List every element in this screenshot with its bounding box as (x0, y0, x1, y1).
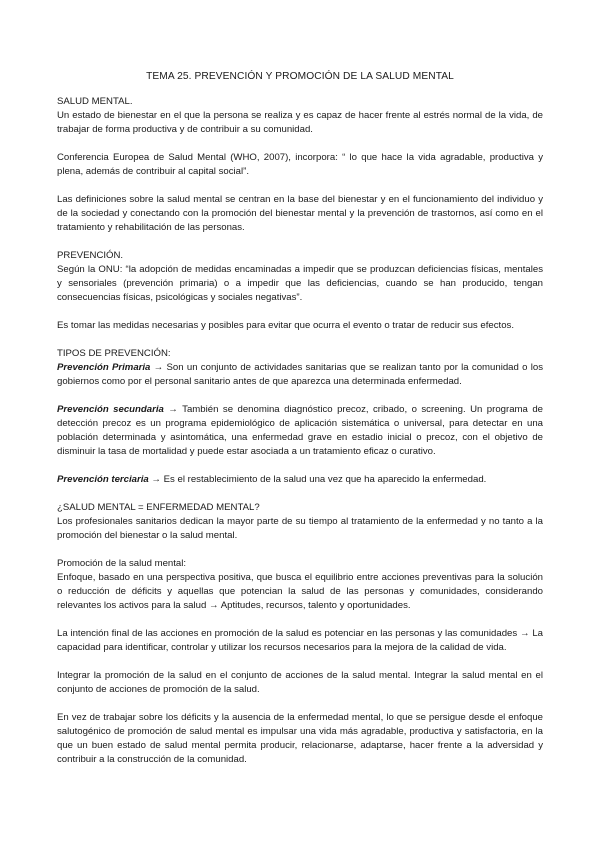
paragraph-text: Enfoque, basado en una perspectiva positiva, que busca el equilibrio entre acciones preventivas para la solución o reducción de déficits y aquellas que potencian la salud de las personas y comunidades, considerando relevantes los activos para la salud → Aptitudes, recursos, talento y oportunidades. (57, 572, 543, 611)
term-label: Prevención secundaria (57, 404, 164, 415)
term-label: Prevención terciaria (57, 474, 149, 485)
tomar-paragraph: Es tomar las medidas necesarias y posibles para evitar que ocurra el evento o tratar de reducir sus efectos. (57, 320, 514, 331)
section-heading: SALUD MENTAL. (57, 96, 133, 107)
section-heading: TIPOS DE PREVENCIÓN: (57, 348, 171, 359)
paragraph-text: Los profesionales sanitarios dedican la mayor parte de su tiempo al tratamiento de la enfermedad y no tanto a la promoción del bienestar o la salud mental. (57, 516, 543, 541)
integrar-paragraph: Integrar la promoción de la salud en el conjunto de acciones de la salud mental. Integrar la salud mental en el conjunto de acciones de promoción de la salud. (57, 670, 543, 695)
paragraph-text: Según la ONU: “la adopción de medidas encaminadas a impedir que se produzcan deficiencias físicas, mentales y sensoriales (prevención primaria) o a impedir que las deficiencias, cuando se han producido, tengan consecuencias físicas, psicológicas y sociales negativas”. (57, 264, 543, 303)
secundaria-paragraph (57, 403, 543, 459)
paragraph-text: → Son un conjunto de actividades sanitarias que se realizan tanto por la comunidad o los gobiernos como por el personal sanitario antes de que aparezca una determinada enfermedad. (57, 362, 543, 387)
conferencia-paragraph: Conferencia Europea de Salud Mental (WHO, 2007), incorpora: “ lo que hace la vida agradable, productiva y plena, además de contribuir al capital social”. (57, 152, 543, 177)
section-heading: Promoción de la salud mental: (57, 558, 187, 569)
tipos-primaria-section (57, 347, 543, 389)
intencion-paragraph: La intención final de las acciones en promoción de la salud es potenciar en las personas y las comunidades → La capacidad para identificar, controlar y utilizar los recursos necesarios para la mejora de la calidad de vida. (57, 628, 543, 653)
en-vez-paragraph: En vez de trabajar sobre los déficits y la ausencia de la enfermedad mental, lo que se persigue desde el enfoque salutogénico de promoción de salud mental es impulsar una vida más agradable, productiva y satisfactoria, en la que un buen estado de salud mental permita producir, relacionarse, adaptarse, hacer frente a la adversidad y contribuir a la construcción de la comunidad. (57, 712, 543, 765)
term-label: Prevención Primaria (57, 362, 151, 373)
section-heading: ¿SALUD MENTAL = ENFERMEDAD MENTAL? (57, 502, 260, 513)
prevencion-section (57, 249, 543, 305)
paragraph-text: Un estado de bienestar en el que la persona se realiza y es capaz de hacer frente al estrés normal de la vida, de trabajar de forma productiva y de contribuir a su comunidad. (57, 110, 543, 135)
terciaria-paragraph (57, 473, 543, 487)
pregunta-section (57, 501, 543, 543)
promocion-section (57, 557, 543, 613)
paragraph-text: → También se denomina diagnóstico precoz, cribado, o screening. Un programa de detección precoz es un programa epidemiológico de aplicación sistemática o universal, para detectar en una población determinada y asintomática, una enfermedad grave en estadio inicial o precoz, con el objetivo de disminuir la tasa de mortalidad y puede estar asociada a un tratamiento eficaz o curativo. (57, 404, 543, 457)
paragraph-text: → Es el restablecimiento de la salud una vez que ha aparecido la enfermedad. (148, 474, 487, 485)
salud-mental-section (57, 95, 543, 137)
section-heading: PREVENCIÓN. (57, 250, 124, 261)
page-title: TEMA 25. PREVENCIÓN Y PROMOCIÓN DE LA SALUD MENTAL (146, 71, 454, 82)
definiciones-paragraph: Las definiciones sobre la salud mental se centran en la base del bienestar y en el funcionamiento del individuo y de la sociedad y conectando con la promoción del bienestar mental y la prevención de trastornos, así como en el tratamiento y rehabilitación de las personas. (57, 194, 543, 233)
